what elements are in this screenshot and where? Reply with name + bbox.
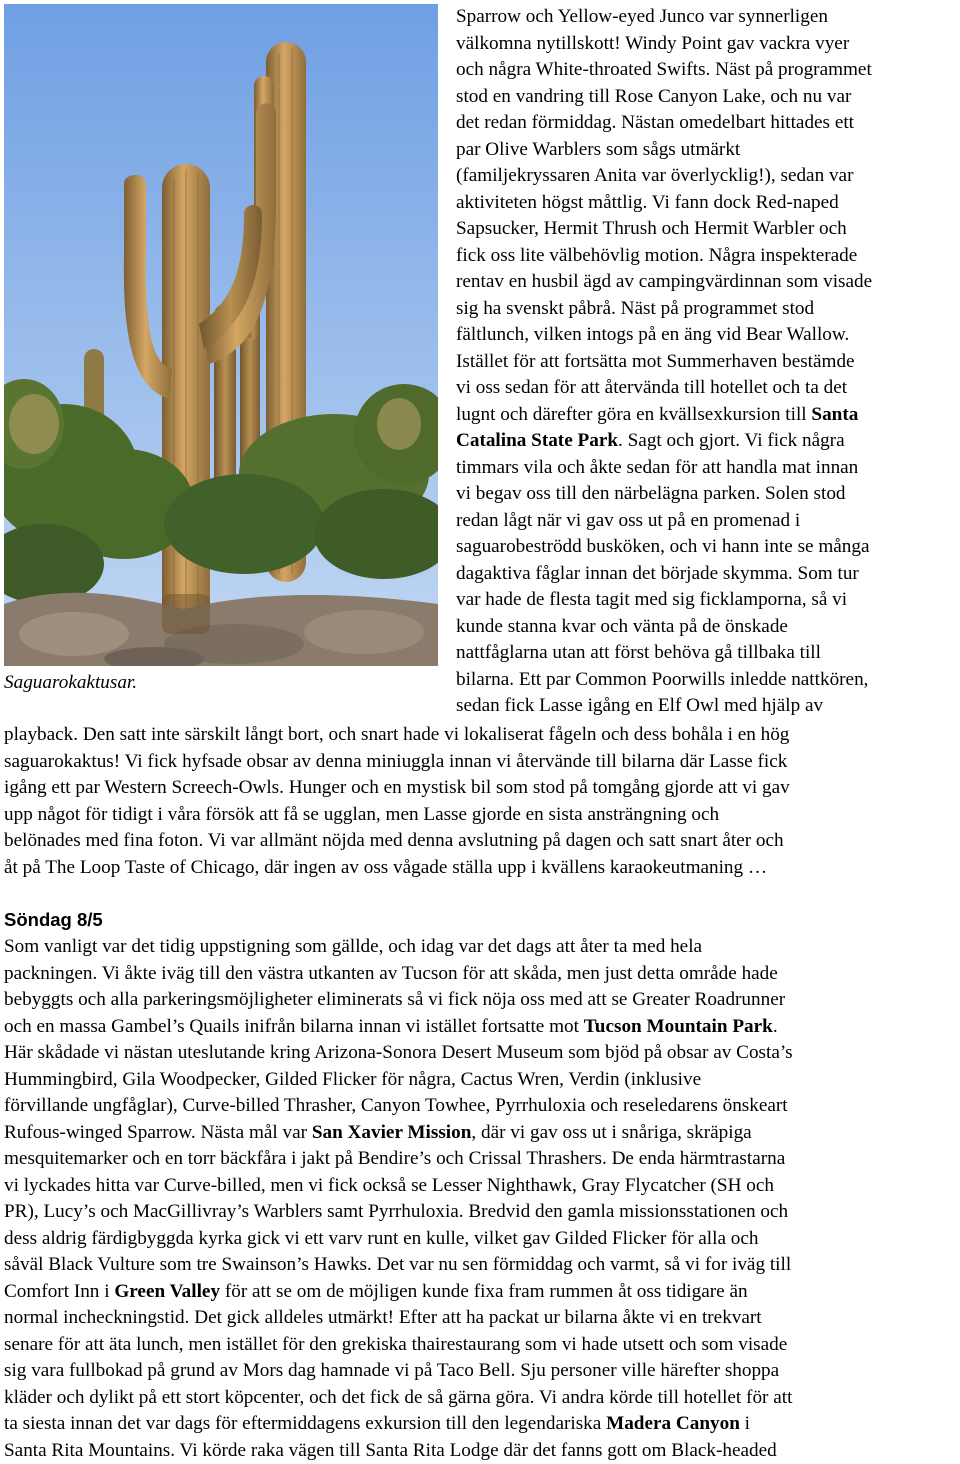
text-line: vi begav oss till den närbelägna parken. Solen stod [456, 483, 846, 504]
place-name-san-xavier-mission: San Xavier Mission [311, 1121, 472, 1143]
text-line: igång ett par Western Screech-Owls. Hunger och en mystisk bil som stod på tomgång gjorde att vi gav [4, 777, 790, 798]
text-line: PR), Lucy’s och MacGillivray’s Warblers samt Pyrrhuloxia. Bredvid den gamla missionsstationen och [4, 1201, 789, 1222]
text-line: bebyggts och alla parkeringsmöjligheter eliminerats så vi fick nöja oss med att se Greater Roadrunner [4, 989, 786, 1010]
text-line: saguarobeströdd busköken, och vi hann inte se många [456, 536, 870, 557]
text-line: rentav en husbil ägd av campingvärdinnan som visade [456, 271, 873, 292]
text-line: saguarokaktus! Vi fick hyfsade obsar av denna miniuggla innan vi återvände till bilarna där Lasse fick [4, 750, 788, 772]
full-width-text [4, 722, 960, 881]
text-line-santa [456, 402, 960, 429]
text-line: förvillande ungfåglar), Curve-billed Thrasher, Canyon Towhee, Pyrrhuloxia och reseledarens önskeart [4, 1095, 788, 1116]
place-name-tucson-mountain-park: Tucson Mountain Park [583, 1015, 773, 1037]
text-line: sig vara fullbokad på grund av Mors dag hamnade vi på Taco Bell. Sju personer ville härefter shoppa [4, 1360, 780, 1381]
text-line: stod en vandring till Rose Canyon Lake, och nu var [456, 85, 852, 107]
saguaro-cactus-image [4, 4, 438, 666]
text-line-madera [4, 1411, 960, 1438]
text-line-catalina [456, 428, 960, 455]
text-line: normal incheckningstid. Det gick alldeles utmärkt! Efter att ha packat ur bilarna åkte vi en trekvart [4, 1307, 762, 1328]
text-line-tucson [4, 1014, 960, 1041]
text-segment: , där vi gav oss ut i snåriga, skräpiga [471, 1121, 752, 1143]
text-segment: ta siesta innan det var dags för eftermiddagens exkursion till den legendariska [4, 1413, 607, 1434]
text-line: välkomna nytillskott! Windy Point gav vackra vyer [456, 32, 850, 54]
text-segment: Comfort Inn i [4, 1280, 115, 1302]
text-line: bilarna. Ett par Common Poorwills inledde nattkören, [456, 668, 869, 690]
text-line: nattfåglarna utan att först behöva gå tillbaka till [456, 642, 821, 663]
section-heading: Söndag 8/5 [4, 909, 103, 930]
text-segment: . [772, 1015, 778, 1037]
text-line: Som vanligt var det tidig uppstigning som gällde, och idag var det dags att åter ta med hela [4, 936, 703, 957]
text-line: fältlunch, vilken intogs på en äng vid Bear Wallow. [456, 324, 850, 345]
place-name-madera-canyon: Madera Canyon [606, 1413, 740, 1434]
text-line: packningen. Vi åkte iväg till den västra utkanten av Tucson för att skåda, men just detta område hade [4, 962, 778, 984]
text-line: par Olive Warblers som sågs utmärkt [456, 138, 741, 160]
text-line: vi oss sedan för att återvända till hotellet och ta det [456, 377, 848, 398]
text-line: timmars vila och åkte sedan för att handla mat innan [456, 456, 859, 478]
text-line: sig ha svenskt påbrå. Näst på programmet stod [456, 297, 815, 319]
text-line: kunde stanna kvar och vänta på de önskade [456, 615, 788, 637]
text-line: åt på The Loop Taste of Chicago, där ingen av oss vågade ställa upp i kvällens karaokeutmaning … [4, 856, 768, 878]
text-line: redan lågt när vi gav oss ut på en promenad i [456, 509, 801, 531]
text-line: såväl Black Vulture som tre Swainson’s Hawks. Det var nu sen förmiddag och varmt, så vi for iväg till [4, 1254, 792, 1275]
text-line: Istället för att fortsätta mot Summerhaven bestämde [456, 350, 855, 372]
place-name-santa: Santa [811, 403, 859, 425]
text-line: kläder och dylikt på ett stort köpcenter, och det fick de så gärna göra. Vi andra körde till hotellet för att [4, 1386, 793, 1408]
text-line: aktiviteten högst måttlig. Vi fann dock Red-naped [456, 191, 839, 213]
text-segment: Rufous-winged Sparrow. Nästa mål var [4, 1121, 312, 1143]
text-line: var hade de flesta tagit med sig ficklamporna, så vi [456, 589, 848, 610]
text-line: och några White-throated Swifts. Näst på programmet [456, 59, 872, 80]
text-line: dagaktiva fåglar innan det började skymma. Som tur [456, 562, 859, 584]
text-line: Santa Rita Mountains. Vi körde raka vägen till Santa Rita Lodge där det fanns gott om Black-headed [4, 1439, 777, 1461]
saguaro-photo [4, 4, 438, 666]
text-line: Sparrow och Yellow-eyed Junco var synnerligen [456, 6, 828, 27]
text-line: senare för att äta lunch, men istället för den grekiska thairestaurang som vi hade utsett och som visade [4, 1333, 788, 1355]
text-line: (familjekryssaren Anita var överlycklig!), sedan var [456, 165, 854, 186]
text-segment: lugnt och därefter göra en kvällsexkursion till [456, 403, 812, 425]
text-line: det redan förmiddag. Nästan omedelbart hittades ett [456, 112, 855, 133]
text-line: Hummingbird, Gila Woodpecker, Gilded Flicker för några, Cactus Wren, Verdin (inklusive [4, 1068, 702, 1090]
text-line: fick oss lite välbehövlig motion. Några inspekterade [456, 244, 858, 266]
text-line: Här skådade vi nästan uteslutande kring Arizona-Sonora Desert Museum som bjöd på obsar av Costa’s [4, 1042, 793, 1063]
text-line: upp något för tidigt i våra försök att få se ugglan, men Lasse gjorde en sista ansträngning och [4, 803, 720, 825]
place-name-green-valley: Green Valley [114, 1280, 221, 1302]
text-line: mesquitemarker och en torr bäckfåra i jakt på Bendire’s och Crissal Thrashers. De enda härmtrastarna [4, 1148, 786, 1169]
side-column-text [456, 4, 960, 720]
text-segment: och en massa Gambel’s Quails inifrån bilarna innan vi istället fortsatte mot [4, 1015, 584, 1037]
photo-caption: Saguarokaktusar. [4, 672, 138, 693]
text-line-san-xavier [4, 1120, 960, 1147]
text-line: sedan fick Lasse igång en Elf Owl med hjälp av [456, 695, 824, 716]
text-line: vi lyckades hitta var Curve-billed, men vi fick också se Lesser Nighthawk, Gray Flycatcher (SH och [4, 1174, 774, 1196]
text-segment: i [739, 1413, 751, 1434]
section-body-text [4, 934, 960, 1464]
text-line-green-valley [4, 1279, 960, 1306]
text-line: Sapsucker, Hermit Thrush och Hermit Warbler och [456, 218, 847, 239]
place-name-catalina-state-park: Catalina State Park [456, 430, 619, 451]
text-line: dess aldrig färdigbyggda kyrka gick vi ett varv runt en kulle, vilket gav Gilded Flicker för alla och [4, 1227, 759, 1249]
text-line: playback. Den satt inte särskilt långt bort, och snart hade vi lokaliserat fågeln och dess bohåla i en hög [4, 724, 790, 745]
text-segment: . Sagt och gjort. Vi fick några [618, 430, 845, 451]
text-segment: för att se om de möjligen kunde fixa fram rummen åt oss tidigare än [220, 1280, 748, 1302]
text-line: belönades med fina foton. Vi var allmänt nöjda med denna avslutning på dagen och satt snart åter och [4, 830, 784, 851]
